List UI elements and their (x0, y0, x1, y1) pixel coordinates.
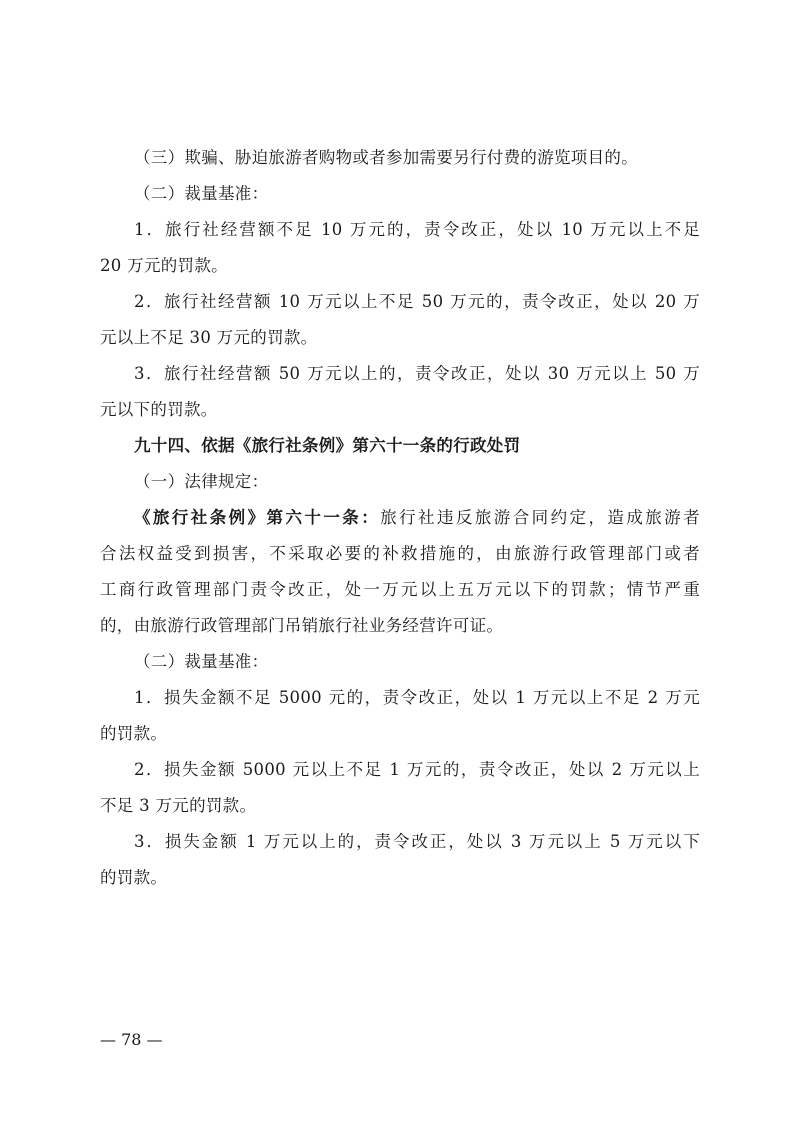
text-line: 20 万元的罚款。 (100, 256, 228, 275)
text-line: 3．损失金额 1 万元以上的，责令改正，处以 3 万元以上 5 万元以下 (134, 832, 700, 851)
text-line: 1．损失金额不足 5000 元的，责令改正，处以 1 万元以上不足 2 万元 (134, 688, 700, 707)
section-heading: （二）裁量基准： (134, 652, 269, 671)
text-line: 3．旅行社经营额 50 万元以上的，责令改正，处以 30 万元以上 50 万 (134, 364, 700, 383)
article-heading: 九十四、依据《旅行社条例》第六十一条的行政处罚 (134, 436, 521, 455)
clause-citation: 《旅行社条例》第六十一条： (134, 508, 381, 527)
text-line: 2．旅行社经营额 10 万元以上不足 50 万元的，责令改正，处以 20 万 (134, 292, 700, 311)
section-heading: （一）法律规定： (134, 472, 269, 491)
text-line: 不足 3 万元的罚款。 (100, 796, 257, 815)
text-line: 元以上不足 30 万元的罚款。 (100, 328, 318, 347)
text-line: 元以下的罚款。 (100, 400, 218, 419)
text-line: 的罚款。 (100, 724, 168, 743)
section-heading: （二）裁量基准： (134, 184, 269, 203)
text-line: 合法权益受到损害，不采取必要的补救措施的，由旅游行政管理部门或者 (100, 544, 700, 563)
page-number: — 78 — (100, 1030, 163, 1049)
text-line: 的罚款。 (100, 868, 168, 887)
text-line: （三）欺骗、胁迫旅游者购物或者参加需要另行付费的游览项目的。 (134, 148, 638, 167)
clause-text: 旅行社违反旅游合同约定，造成旅游者 (380, 508, 700, 527)
document-body (100, 140, 700, 896)
text-line: 的，由旅游行政管理部门吊销旅行社业务经营许可证。 (100, 616, 504, 635)
text-line: 工商行政管理部门责令改正，处一万元以上五万元以下的罚款；情节严重 (100, 580, 700, 599)
text-line (100, 500, 700, 536)
text-line: 2．损失金额 5000 元以上不足 1 万元的，责令改正，处以 2 万元以上 (134, 760, 700, 779)
text-line: 1．旅行社经营额不足 10 万元的，责令改正，处以 10 万元以上不足 (134, 220, 700, 239)
